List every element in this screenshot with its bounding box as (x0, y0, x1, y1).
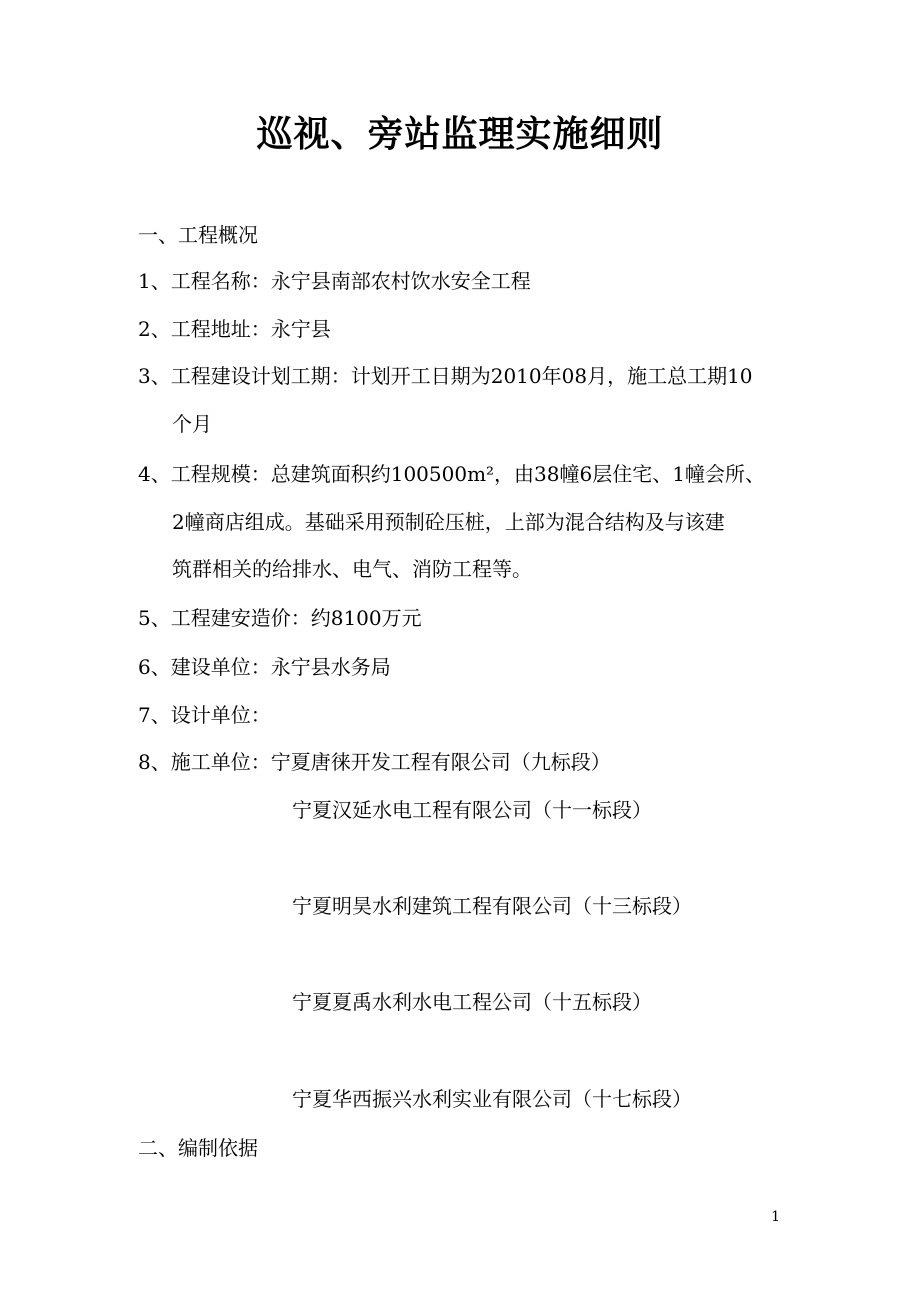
contractor-entry: 宁夏华西振兴水利实业有限公司（十七标段） (292, 1087, 692, 1111)
document-title: 巡视、旁站监理实施细则 (256, 113, 664, 155)
item-planned-period-continuation: 个月 (172, 412, 212, 436)
item-owner-unit: 6、建设单位：永宁县水务局 (138, 655, 391, 679)
section-heading-basis: 二、编制依据 (138, 1136, 258, 1160)
contractor-entry: 宁夏汉延水电工程有限公司（十一标段） (292, 798, 652, 822)
item-construction-cost: 5、工程建安造价：约8100万元 (138, 606, 422, 630)
item-project-address: 2、工程地址：永宁县 (138, 317, 331, 341)
item-project-name: 1、工程名称：永宁县南部农村饮水安全工程 (138, 269, 531, 293)
contractor-entry: 宁夏夏禹水利水电工程公司（十五标段） (292, 990, 652, 1014)
item-project-scale: 4、工程规模：总建筑面积约100500m²，由38幢6层住宅、1幢会所、 (138, 462, 765, 486)
item-project-scale-continuation-2: 筑群相关的给排水、电气、消防工程等。 (172, 557, 532, 581)
contractor-entry: 宁夏明昊水利建筑工程有限公司（十三标段） (292, 894, 692, 918)
page-number: 1 (771, 1209, 780, 1225)
item-project-scale-continuation-1: 2幢商店组成。基础采用预制砼压桩，上部为混合结构及与该建 (172, 510, 725, 534)
item-planned-period: 3、工程建设计划工期：计划开工日期为2010年08月，施工总工期10 (138, 364, 753, 388)
item-construction-unit: 8、施工单位：宁夏唐徕开发工程有限公司（九标段） (138, 750, 611, 774)
section-heading-overview: 一、工程概况 (138, 223, 258, 247)
item-design-unit: 7、设计单位： (138, 703, 271, 727)
